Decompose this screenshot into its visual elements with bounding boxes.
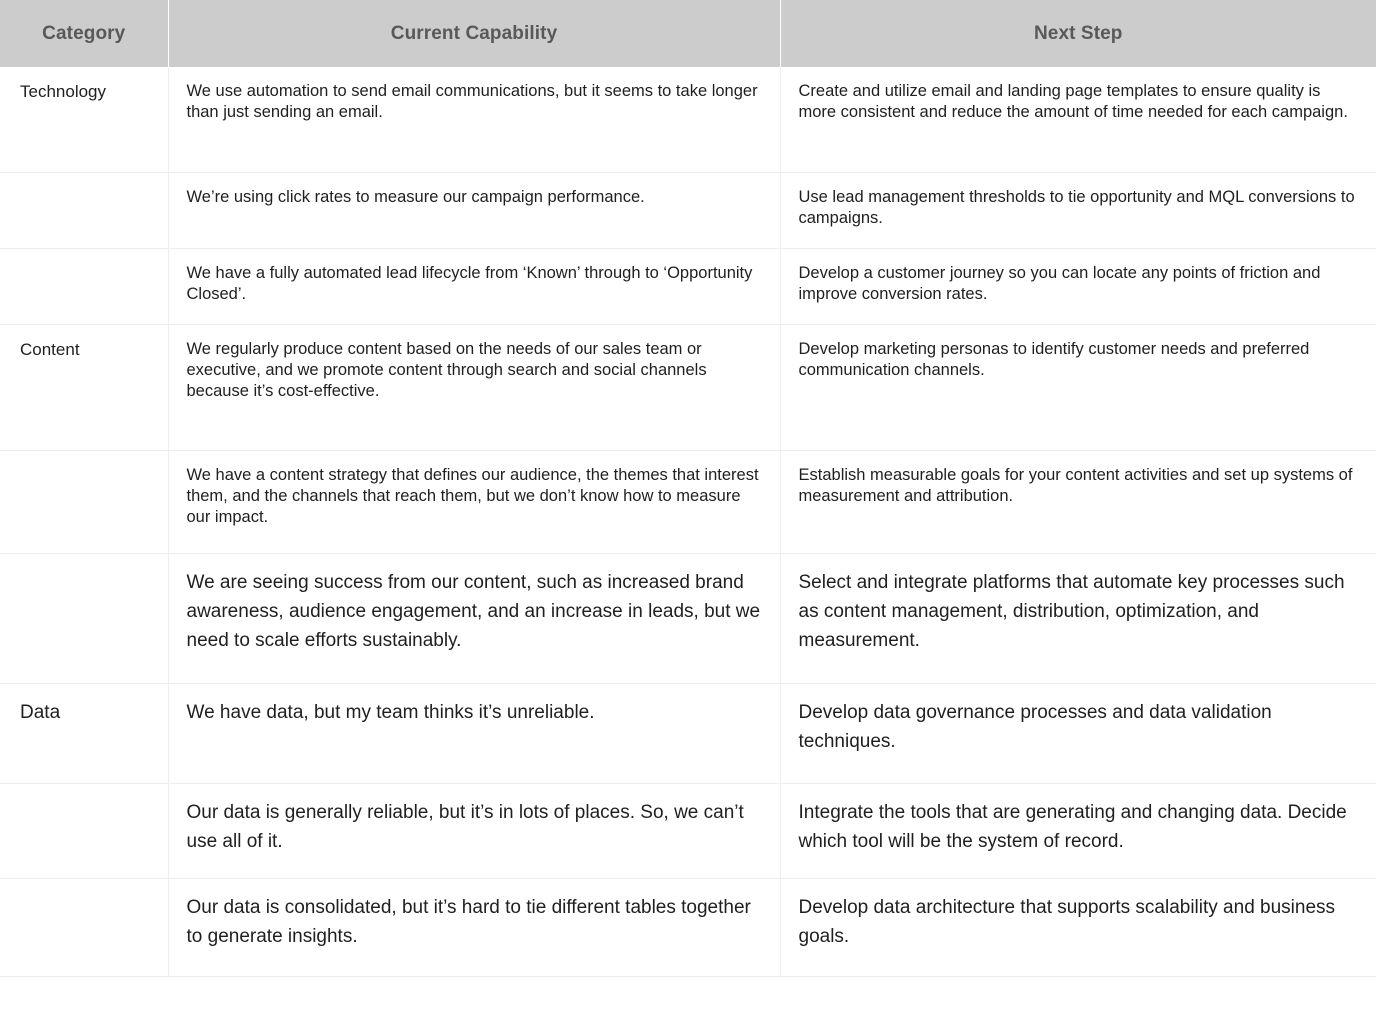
cell-next-step: Select and integrate platforms that automate key processes such as content management, distribution, optimization, and measurement. — [780, 553, 1376, 683]
cell-current-capability: Our data is generally reliable, but it’s in lots of places. So, we can’t use all of it. — [168, 783, 780, 878]
cell-category: Data — [0, 683, 168, 783]
table-row — [0, 683, 1376, 783]
cell-current-capability: We use automation to send email communications, but it seems to take longer than just sending an email. — [168, 67, 780, 172]
table-row — [0, 67, 1376, 172]
table-body — [0, 67, 1376, 976]
cell-next-step: Develop data governance processes and data validation techniques. — [780, 683, 1376, 783]
cell-next-step: Develop data architecture that supports scalability and business goals. — [780, 878, 1376, 976]
column-header-current-capability: Current Capability — [168, 0, 780, 67]
cell-category — [0, 553, 168, 683]
table-row — [0, 878, 1376, 976]
cell-current-capability: We’re using click rates to measure our campaign performance. — [168, 172, 780, 248]
table-header-row — [0, 0, 1376, 67]
table-row — [0, 783, 1376, 878]
cell-category — [0, 172, 168, 248]
table-header — [0, 0, 1376, 67]
cell-category — [0, 878, 168, 976]
cell-next-step: Use lead management thresholds to tie opportunity and MQL conversions to campaigns. — [780, 172, 1376, 248]
cell-category — [0, 450, 168, 553]
cell-current-capability: We regularly produce content based on the needs of our sales team or executive, and we promote content through search and social channels because it’s cost-effective. — [168, 324, 780, 450]
table-row — [0, 553, 1376, 683]
cell-category — [0, 783, 168, 878]
column-header-category: Category — [0, 0, 168, 67]
cell-next-step: Develop a customer journey so you can locate any points of friction and improve conversion rates. — [780, 248, 1376, 324]
cell-next-step: Create and utilize email and landing page templates to ensure quality is more consistent and reduce the amount of time needed for each campaign. — [780, 67, 1376, 172]
cell-next-step: Develop marketing personas to identify customer needs and preferred communication channels. — [780, 324, 1376, 450]
cell-current-capability: We are seeing success from our content, such as increased brand awareness, audience engagement, and an increase in leads, but we need to scale efforts sustainably. — [168, 553, 780, 683]
cell-current-capability: We have data, but my team thinks it’s unreliable. — [168, 683, 780, 783]
table-row — [0, 172, 1376, 248]
cell-current-capability: We have a fully automated lead lifecycle from ‘Known’ through to ‘Opportunity Closed’. — [168, 248, 780, 324]
table-row — [0, 324, 1376, 450]
column-header-next-step: Next Step — [780, 0, 1376, 67]
cell-category — [0, 248, 168, 324]
cell-category: Content — [0, 324, 168, 450]
cell-current-capability: Our data is consolidated, but it’s hard to tie different tables together to generate insights. — [168, 878, 780, 976]
cell-category: Technology — [0, 67, 168, 172]
cell-current-capability: We have a content strategy that defines our audience, the themes that interest them, and the channels that reach them, but we don’t know how to measure our impact. — [168, 450, 780, 553]
table-row — [0, 450, 1376, 553]
cell-next-step: Integrate the tools that are generating and changing data. Decide which tool will be the system of record. — [780, 783, 1376, 878]
table-row — [0, 248, 1376, 324]
cell-next-step: Establish measurable goals for your content activities and set up systems of measurement and attribution. — [780, 450, 1376, 553]
